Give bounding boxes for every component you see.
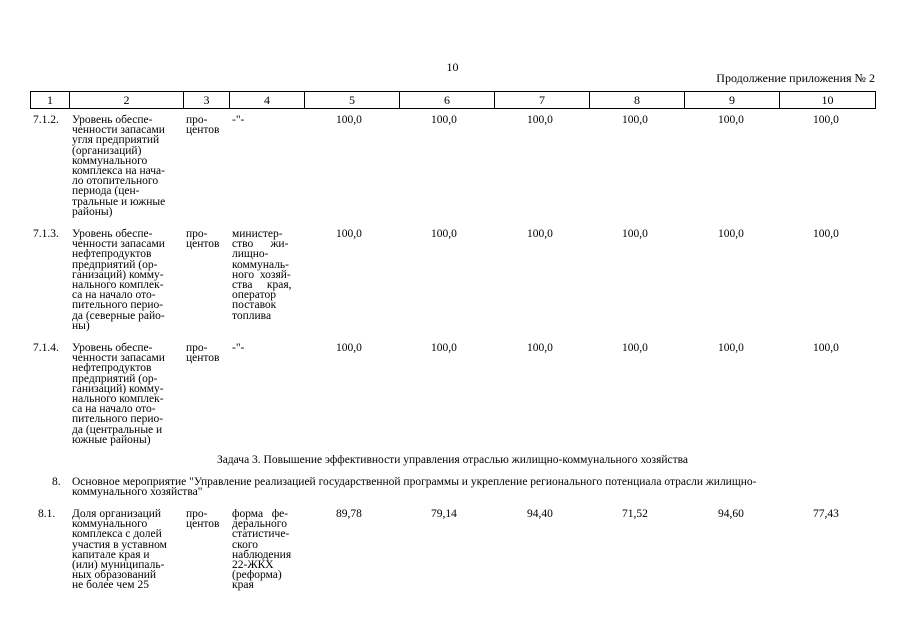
column-header-7: 7 xyxy=(495,92,590,109)
column-header-10: 10 xyxy=(780,92,876,109)
row-value-col5: 89,78 xyxy=(336,508,362,520)
row-value-col5: 100,0 xyxy=(336,114,362,126)
measure-text: Основное мероприятие "Управление реализацией государственной программы и укрепление регионального потенциала отрасли жилищно- коммунального хозяйства" xyxy=(72,476,757,499)
row-value-col5: 100,0 xyxy=(336,228,362,240)
row-value-col9: 94,60 xyxy=(718,508,744,520)
column-header-9: 9 xyxy=(685,92,780,109)
row-source: форма фе- дерального статистиче- ского наблюдения 22-ЖКХ (реформа) края xyxy=(232,508,292,592)
row-value-col9: 100,0 xyxy=(718,228,744,240)
row-code: 8.1. xyxy=(38,508,56,520)
row-value-col10: 100,0 xyxy=(813,114,839,126)
row-value-col5: 100,0 xyxy=(336,342,362,354)
page-number: 10 xyxy=(446,60,459,74)
column-header-1: 1 xyxy=(31,92,70,109)
row-source: министер- ство жи- лищно- коммуналь- ного хозяй- ства края, оператор поставок топлива xyxy=(232,228,292,322)
row-value-col10: 100,0 xyxy=(813,342,839,354)
row-unit: про- центов xyxy=(186,508,220,531)
row-value-col7: 100,0 xyxy=(527,228,553,240)
row-unit: про- центов xyxy=(186,114,220,137)
row-value-col7: 94,40 xyxy=(527,508,553,520)
appendix-label: Продолжение приложения № 2 xyxy=(716,71,875,85)
row-value-col6: 100,0 xyxy=(431,114,457,126)
row-unit: про- центов xyxy=(186,228,220,251)
row-indicator-name: Уровень обеспе- ченности запасами нефтепродуктов предприятий (ор- ганизаций) комму- нального комплек- са на начало ото- пительного перио- да (северные райо- ны) xyxy=(72,228,165,332)
row-value-col7: 100,0 xyxy=(527,342,553,354)
row-value-col6: 100,0 xyxy=(431,228,457,240)
row-indicator-name: Уровень обеспе- ченности запасами угля предприятий (организаций) коммунального комплекса на нача- ло отопительного периода (цен- тральные и южные районы) xyxy=(72,114,166,218)
task-3-heading: Задача 3. Повышение эффективности управления отраслью жилищно-коммунального хозяйства xyxy=(216,454,689,466)
row-value-col8: 100,0 xyxy=(622,342,648,354)
row-value-col7: 100,0 xyxy=(527,114,553,126)
row-value-col8: 71,52 xyxy=(622,508,648,520)
row-value-col6: 100,0 xyxy=(431,342,457,354)
column-header-4: 4 xyxy=(230,92,305,109)
row-unit: про- центов xyxy=(186,342,220,365)
row-value-col8: 100,0 xyxy=(622,114,648,126)
column-header-3: 3 xyxy=(184,92,230,109)
row-code: 7.1.2. xyxy=(33,114,59,126)
column-header-8: 8 xyxy=(590,92,685,109)
row-source: -"- xyxy=(232,342,245,354)
row-value-col10: 100,0 xyxy=(813,228,839,240)
row-value-col9: 100,0 xyxy=(718,114,744,126)
column-header-2: 2 xyxy=(70,92,184,109)
row-value-col8: 100,0 xyxy=(622,228,648,240)
row-code: 7.1.3. xyxy=(33,228,59,240)
column-number-header xyxy=(30,91,876,109)
row-code: 7.1.4. xyxy=(33,342,59,354)
row-value-col10: 77,43 xyxy=(813,508,839,520)
row-indicator-name: Уровень обеспе- ченности запасами нефтепродуктов предприятий (ор- ганизаций) комму- нального комплек- са на начало ото- пительного перио- да (центральные и южные районы) xyxy=(72,342,165,446)
column-header-5: 5 xyxy=(305,92,400,109)
row-value-col6: 79,14 xyxy=(431,508,457,520)
row-indicator-name: Доля организаций коммунального комплекса с долей участия в уставном капитале края и (или) муниципаль- ных образований не более чем 25 xyxy=(72,508,167,592)
row-source: -"- xyxy=(232,114,245,126)
column-header-6: 6 xyxy=(400,92,495,109)
measure-code: 8. xyxy=(52,476,61,488)
row-value-col9: 100,0 xyxy=(718,342,744,354)
